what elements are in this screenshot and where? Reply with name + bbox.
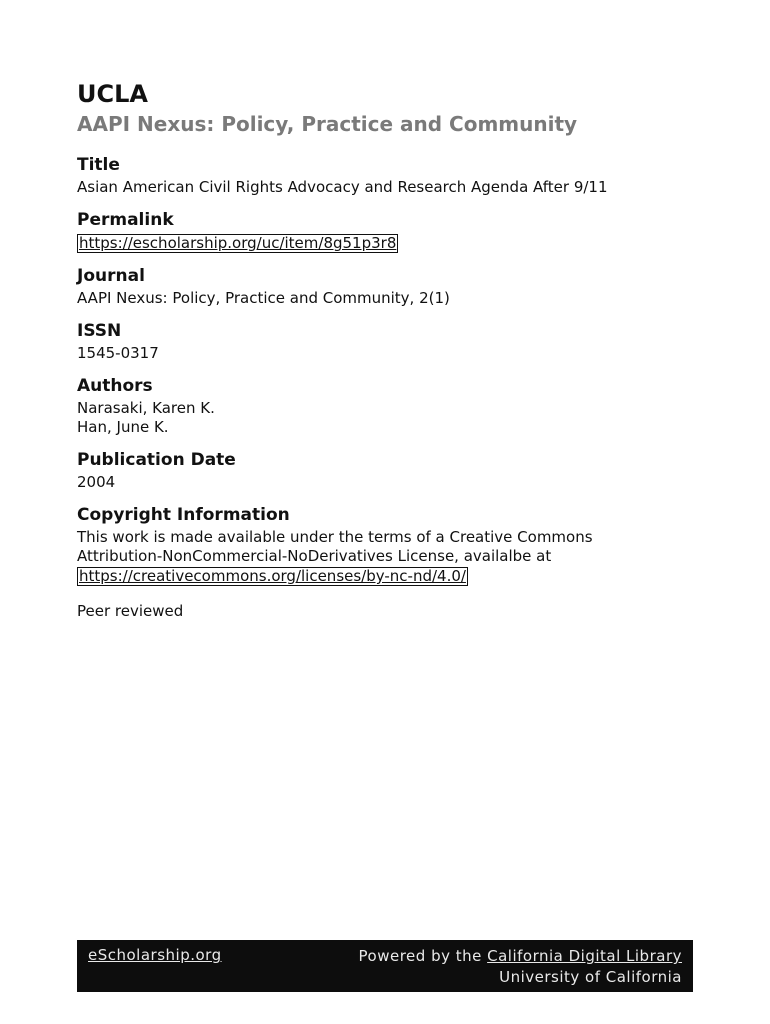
issn-value: 1545-0317 — [77, 344, 159, 362]
author-name: Han, June K. — [77, 418, 169, 436]
copyright-text-line: This work is made available under the terms of a Creative Commons — [77, 528, 593, 546]
publication-date-section — [77, 449, 692, 492]
title-section — [77, 154, 692, 197]
copyright-section — [77, 504, 692, 586]
authors-section — [77, 375, 692, 437]
journal-section — [77, 265, 692, 308]
issn-label: ISSN — [77, 321, 122, 341]
permalink-section — [77, 209, 692, 253]
authors-label: Authors — [77, 376, 153, 396]
title-label: Title — [77, 155, 120, 175]
peer-reviewed-note: Peer reviewed — [77, 602, 184, 620]
footer-bar — [77, 940, 693, 992]
permalink-link[interactable]: https://escholarship.org/uc/item/8g51p3r8 — [79, 234, 397, 252]
footer-credits — [359, 946, 682, 988]
cdl-link[interactable]: California Digital Library — [487, 947, 682, 965]
institution-name: UCLA — [77, 80, 148, 108]
license-link[interactable]: https://creativecommons.org/licenses/by-nc-nd/4.0/ — [79, 567, 466, 585]
university-name: University of California — [499, 968, 682, 986]
copyright-label: Copyright Information — [77, 505, 290, 525]
powered-by-text: Powered by the — [358, 947, 488, 965]
escholarship-link[interactable]: eScholarship.org — [88, 946, 222, 964]
journal-heading: AAPI Nexus: Policy, Practice and Community — [77, 112, 578, 136]
author-name: Narasaki, Karen K. — [77, 399, 215, 417]
cover-page — [77, 78, 692, 621]
publication-date-value: 2004 — [77, 473, 116, 491]
permalink-label: Permalink — [77, 210, 174, 230]
powered-by-line — [359, 946, 682, 967]
issn-section — [77, 320, 692, 363]
title-value: Asian American Civil Rights Advocacy and Research Agenda After 9/11 — [77, 178, 608, 196]
journal-label: Journal — [77, 266, 145, 286]
publication-date-label: Publication Date — [77, 450, 236, 470]
journal-value: AAPI Nexus: Policy, Practice and Community, 2(1) — [77, 289, 450, 307]
copyright-text-line: Attribution-NonCommercial-NoDerivatives License, availalbe at — [77, 547, 552, 565]
